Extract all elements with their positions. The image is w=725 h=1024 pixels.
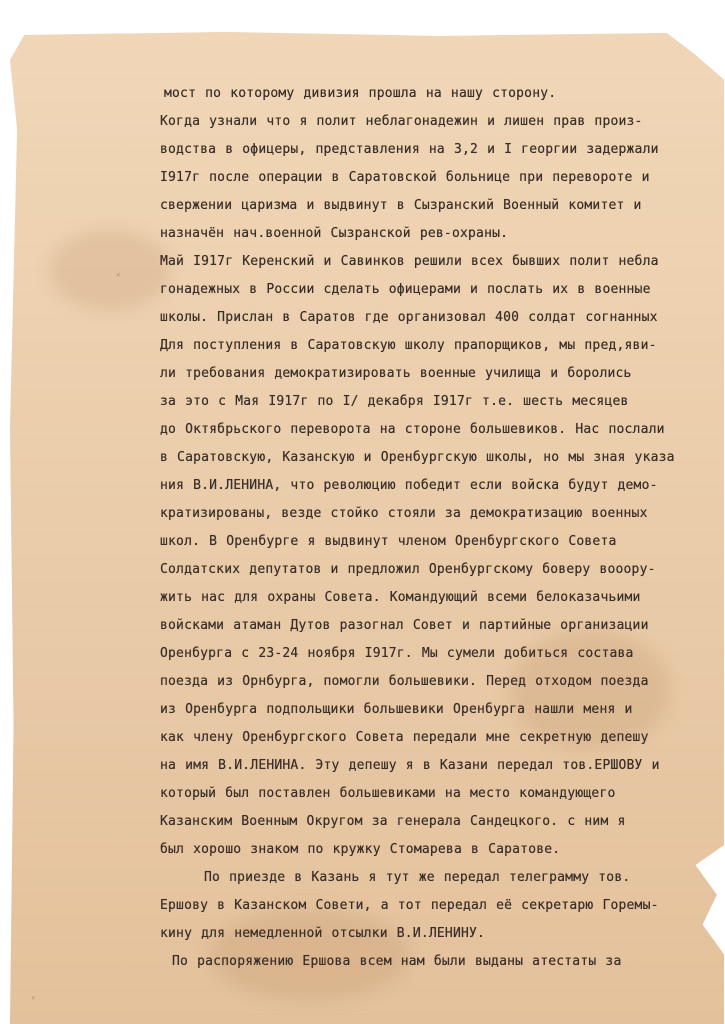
text-line: войсками атаман Дутов разогнал Совет и партийные организации: [160, 618, 649, 633]
text-line: мост по которому дивизия прошла на нашу сторону.: [164, 86, 557, 101]
text-line: По распоряжению Ершова всем нам были выданы атестаты за: [172, 954, 622, 969]
text-line: Казанским Военным Округом за генерала Сандецкого. с ним я: [160, 814, 626, 829]
text-line: По приезде в Казань я тут же передал телеграмму тов.: [204, 870, 631, 885]
text-line: Когда узнали что я полит неблагонадежин и лишен прав произ-: [160, 114, 643, 129]
text-line: на имя В.И.ЛЕНИНА. Эту депешу я в Казани передал тов.ЕРШОВУ и: [160, 758, 660, 773]
text-line: в Саратовскую, Казанскую и Оренбургскую школы, но мы зная указа: [160, 450, 675, 465]
text-line: поезда из Орнбурга, помогли большевики. Перед отходом поезда: [160, 674, 649, 689]
faded-margin-mark: ˣ: [115, 270, 122, 283]
text-line: ли требования демократизировать военные училища и боролись: [160, 366, 632, 381]
text-line: кратизированы, везде стойко стояли за демократизацию военных: [160, 506, 648, 521]
faded-margin-mark: ˣ: [30, 993, 37, 1006]
text-line: гонадежных в России сделать офицерами и послать их в военные: [160, 282, 651, 297]
text-line: который был поставлен большевиками на место командующего: [160, 786, 616, 801]
text-line: I917г после операции в Саратовской больнице при перевороте и: [160, 170, 650, 185]
text-line: водства в офицеры, представления на 3,2 и I георгии задержали: [160, 142, 659, 157]
text-line: Ершову в Казанском Совети, а тот передал её секретарю Горемы-: [160, 898, 659, 913]
text-line: школ. В Оренбурге я выдвинут членом Оренбургского Совета: [160, 534, 617, 549]
text-line: жить нас для охраны Совета. Командующий всеми белоказачьими: [160, 590, 641, 605]
text-line: ния В.И.ЛЕНИНА, что революцию победит если войска будут демо-: [160, 478, 658, 493]
text-line: за это с Мая I917г по I/ декабря I917г т.е. шесть месяцев: [160, 394, 629, 409]
text-line: был хорошо знаком по кружку Стомарева в Саратове.: [160, 842, 561, 857]
text-line: Для поступления в Саратовскую школу прапорщиков, мы пред,яви-: [160, 338, 657, 353]
text-line: назначён нач.военной Сызранской рев-охраны.: [160, 226, 509, 241]
text-line: школы. Прислан в Саратов где организовал 400 солдат согнанных: [160, 310, 658, 325]
text-line: свержении царизма и выдвинут в Сызранский Военный комитет и: [160, 198, 642, 213]
text-line: кину для немедленной отсылки В.И.ЛЕНИНУ.: [160, 926, 486, 941]
text-line: до Октябрьского переворота на стороне большевиков. Нас послали: [160, 422, 665, 437]
text-line: как члену Оренбургского Совета передали мне секретную депешу: [160, 730, 649, 745]
text-line: Май I917г Керенский и Савинков решили всех бывших полит небла: [160, 254, 659, 269]
text-line: из Оренбурга подпольщики большевики Оренбурга нашли меня и: [160, 702, 633, 717]
text-line: Оренбурга с 23-24 ноября I917г. Мы сумели добиться состава: [160, 646, 634, 661]
text-line: Солдатских депутатов и предложил Оренбургскому боверу вооору-: [160, 562, 656, 577]
